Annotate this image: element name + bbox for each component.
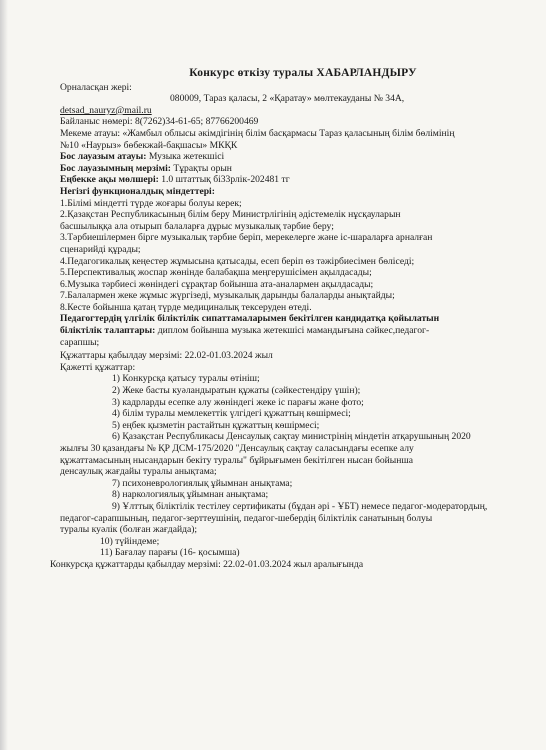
duty-line: сценарийді құрады; (60, 243, 141, 255)
term-row (60, 163, 516, 175)
doc-item: 11) Бағалау парағы (16- қосымша) (100, 547, 240, 559)
duty-line: 8.Кесте бойынша қатаң түрде медициналық тексеруден өтеді. (60, 301, 312, 313)
phone-label: Байланыс нөмері: (60, 116, 133, 128)
doc-item: 5) еңбек қызметін растайтын құжаттың көшірмесі; (112, 419, 320, 431)
doc-item-continuation: туралы куәлік (болған жағдайда); (60, 524, 198, 536)
doc-item: 1) Конкурсқа қатысу туралы өтініш; (112, 373, 260, 385)
scan-edge-shadow (0, 0, 8, 750)
requirements-heading-2: біліктілік талаптары: (60, 325, 156, 337)
doc-item: 8) наркологиялық ұйымнан анықтама; (112, 489, 269, 501)
document-title: Конкурс өткізу туралы ХАБАРЛАНДЫРУ (189, 67, 417, 79)
org-row (60, 128, 516, 140)
doc-item: 3) кадрларды есепке алу жөніндегі жеке іс парағы және фото; (112, 396, 364, 408)
docs-list (60, 373, 516, 559)
requirements-text-2: сарапшы; (60, 336, 100, 348)
acceptance-period: Құжаттары қабылдау мерзімі: 22.02-01.03.2024 жыл (60, 350, 273, 362)
requirements-row (60, 325, 516, 337)
term-value: Тұрақты орын (173, 162, 232, 174)
doc-item-continuation: денсаулық жағдайы туралы анықтама; (60, 466, 217, 478)
salary-value: 1.0 штаттық бі33рлік-202481 тг (161, 174, 290, 186)
org-line-1: «Жамбыл облысы әкімдігінің білім басқармасы Тараз қаласының білім бөлімінің (122, 127, 455, 139)
salary-label: Еңбекке ақы мөлшері: (60, 174, 159, 186)
term-label: Бос лауазымның мерзімі: (60, 162, 171, 174)
salary-row (60, 174, 516, 186)
requirements-heading-1: Педагогтердің үлгілік біліктілік сипаттамаларымен бекітілген кандидатқа қойылатын (60, 313, 440, 325)
position-label: Бос лауазым атауы: (60, 151, 147, 163)
duty-line: 4.Педагогикалық кеңестер жұмысына қатысады, есеп беріп өз тәжірбиесімен бөліседі; (60, 255, 415, 267)
doc-item: 7) психоневрологиялық ұйымнан анықтама; (112, 477, 293, 489)
duty-line: 7.Балалармен жеке жұмыс жүргізеді, музыкалық дарынды балаларды анықтайды; (60, 290, 395, 302)
phone-value: 8(7262)34-61-65; 87766200469 (134, 116, 259, 128)
duties-list (60, 198, 516, 314)
duty-line: басшылыққа ала отырып балаларға дұрыс музыкалық тәрбие беру; (60, 220, 334, 232)
doc-item: 10) түйіндеме; (100, 535, 160, 547)
doc-item-continuation: жылғы 30 қазандағы № ҚР ДСМ-175/2020 "Денсаулық сақтау саласындағы есепке алу (60, 443, 414, 454)
phone-row (60, 116, 516, 128)
doc-item: 2) Жеке басты куәландыратын құжаты (сәйкестендіру үшін); (112, 385, 361, 397)
docs-heading: Қажетті құжаттар: (60, 361, 136, 373)
duty-line: 1.Білімі міндетті түрде жоғары болуы керек; (60, 197, 242, 209)
doc-item: 6) Қазақстан Республикасы Денсаулық сақтау министрінің міндетін атқарушының 2020 (112, 431, 471, 443)
position-value: Музыка жетекшісі (148, 151, 225, 163)
duty-line: 6.Музыка тәрбиесі жөніндегі сұрақтар бойынша ата-аналармен ақылдасады; (60, 278, 374, 290)
org-line-2: №10 «Наурыз» бөбекжай-бақшасы» МКҚК (60, 139, 238, 151)
org-label: Мекеме атауы: (60, 127, 121, 139)
position-row (60, 151, 516, 163)
address-row (60, 82, 516, 94)
doc-item: 4) білім туралы мемлекеттік үлгідегі құжаттың көшірмесі; (112, 408, 351, 420)
duty-line: 5.Перспективалық жоспар жөнінде балабақша меңгерушісімен ақылдасады; (60, 267, 372, 279)
doc-item-continuation: құжаттамасының нысандарын бекіту туралы" бұйрығымен бекітілген нысан бойынша (60, 454, 414, 466)
email-text: detsad_nauryz@mail.ru (60, 104, 152, 116)
doc-item-continuation: педагог-сарапшының, педагог-зерттеушінің, педагог-шебердің біліктілік санатының болуы (60, 512, 433, 524)
address-value: 080009, Тараз қаласы, 2 «Қаратау» мөлтекауданы № 34А, (170, 93, 405, 105)
duties-heading: Негізгі функционалдық міндеттері: (60, 185, 215, 197)
closing-period: Конкурсқа құжаттарды қабылдау мерзімі: 22.02-01.03.2024 жыл аралығында (50, 558, 364, 570)
requirements-text: диплом бойынша музыка жетекшісі мамандығына сәйкес,педагог- (157, 325, 430, 337)
doc-item: 9) Ұлттық біліктілік тестілеу сертификаты (бұдан әрі - ҰБТ) немесе педагог-модератордың, (112, 500, 488, 512)
duty-line: 3.Тәрбиешілермен бірге музыкалық тәрбие беріп, мерекелерге және іс-шараларға арналған (60, 232, 433, 244)
duty-line: 2.Қазақстан Республикасының білім беру Министрлігінің әдістемелік нұсқауларын (60, 209, 401, 221)
address-label: Орналасқан жері: (60, 81, 132, 93)
